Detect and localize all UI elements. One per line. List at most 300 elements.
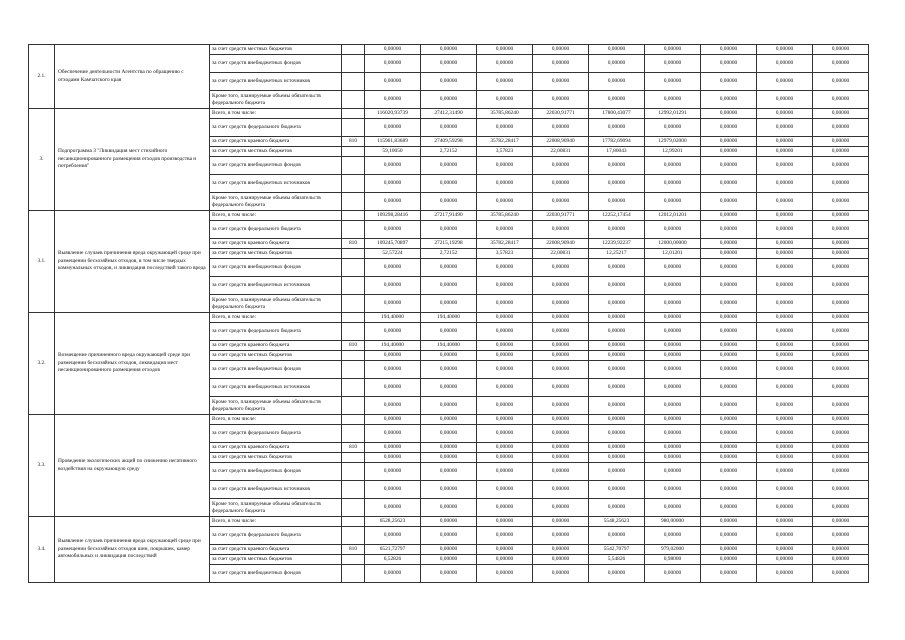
funding-source-label: за счет средств внебюджетных источников <box>210 379 342 397</box>
amount-cell: 0,00000 <box>813 351 869 361</box>
amount-cell: 0,00000 <box>477 481 533 499</box>
amount-cell: 0,00000 <box>813 137 869 147</box>
amount-cell: 0,00000 <box>533 323 589 341</box>
funding-source-label: Всего, в том числе: <box>210 517 342 527</box>
funding-source-label: за счет средств внебюджетных фондов <box>210 55 342 73</box>
funding-source-label: за счет средств федерального бюджета <box>210 119 342 137</box>
funding-source-label: за счет средств местных бюджетов <box>210 351 342 361</box>
amount-cell: 0,00000 <box>365 527 421 545</box>
amount-cell: 0,00000 <box>533 499 589 517</box>
amount-cell: 0,00000 <box>645 341 701 351</box>
admin-code <box>342 361 365 379</box>
amount-cell: 2,72152 <box>421 249 477 259</box>
amount-cell: 0,00000 <box>813 295 869 313</box>
amount-cell: 0,00000 <box>813 481 869 499</box>
amount-cell: 0,00000 <box>477 517 533 527</box>
amount-cell: 0,00000 <box>477 425 533 443</box>
amount-cell: 5542,70797 <box>589 545 645 555</box>
amount-cell: 0,00000 <box>645 443 701 453</box>
amount-cell: 0,00000 <box>701 481 757 499</box>
amount-cell: 0,00000 <box>813 517 869 527</box>
amount-cell: 0,00000 <box>701 323 757 341</box>
amount-cell: 0,00000 <box>421 379 477 397</box>
admin-code <box>342 193 365 211</box>
amount-cell: 0,00000 <box>757 259 813 277</box>
table-row <box>29 211 869 221</box>
admin-code <box>342 277 365 295</box>
amount-cell: 5,54826 <box>589 555 645 565</box>
amount-cell: 0,00000 <box>589 481 645 499</box>
amount-cell: 0,00000 <box>365 499 421 517</box>
amount-cell: 0,00000 <box>477 313 533 323</box>
admin-code <box>342 499 365 517</box>
amount-cell: 0,00000 <box>421 55 477 73</box>
item-number: 3.3. <box>29 415 55 517</box>
amount-cell: 0,00000 <box>757 175 813 193</box>
amount-cell: 0,00000 <box>813 415 869 425</box>
admin-code <box>342 463 365 481</box>
amount-cell: 22030,91771 <box>533 109 589 119</box>
amount-cell: 0,00000 <box>589 119 645 137</box>
amount-cell: 0,00000 <box>421 91 477 109</box>
amount-cell: 0,00000 <box>645 45 701 55</box>
funding-source-label: за счет средств внебюджетных источников <box>210 175 342 193</box>
amount-cell: 0,00000 <box>701 211 757 221</box>
amount-cell: 0,00000 <box>813 73 869 91</box>
amount-cell: 0,00000 <box>365 379 421 397</box>
amount-cell: 0,00000 <box>701 175 757 193</box>
amount-cell: 0,00000 <box>477 415 533 425</box>
amount-cell: 22008,90940 <box>533 239 589 249</box>
amount-cell: 0,00000 <box>813 499 869 517</box>
amount-cell: 0,00000 <box>757 545 813 555</box>
amount-cell: 0,00000 <box>813 249 869 259</box>
amount-cell: 0,00000 <box>757 157 813 175</box>
table-row <box>29 415 869 425</box>
amount-cell: 0,00000 <box>421 45 477 55</box>
item-name: Возмещение причиненного вреда окружающей среде при размещении бесхозяйных отходов, ликвидация мест несанкционированного размещения отходов <box>55 313 210 415</box>
amount-cell: 0,00000 <box>813 341 869 351</box>
amount-cell: 0,98000 <box>645 555 701 565</box>
amount-cell: 0,00000 <box>477 499 533 517</box>
amount-cell: 0,00000 <box>645 277 701 295</box>
funding-source-label: за счет средств внебюджетных источников <box>210 277 342 295</box>
amount-cell: 0,00000 <box>701 415 757 425</box>
amount-cell: 0,00000 <box>813 545 869 555</box>
amount-cell: 0,00000 <box>645 351 701 361</box>
amount-cell: 0,00000 <box>757 351 813 361</box>
amount-cell: 0,00000 <box>365 295 421 313</box>
admin-code <box>342 55 365 73</box>
amount-cell: 0,00000 <box>589 499 645 517</box>
amount-cell: 0,00000 <box>701 425 757 443</box>
amount-cell: 0,00000 <box>589 397 645 415</box>
amount-cell: 0,00000 <box>757 443 813 453</box>
amount-cell: 0,00000 <box>477 193 533 211</box>
amount-cell: 5548,25623 <box>589 517 645 527</box>
amount-cell: 12,99201 <box>645 147 701 157</box>
funding-source-label: за счет средств внебюджетных источников <box>210 481 342 499</box>
amount-cell: 0,00000 <box>589 55 645 73</box>
funding-source-label: за счет средств внебюджетных источников <box>210 73 342 91</box>
amount-cell: 0,00000 <box>757 137 813 147</box>
amount-cell: 0,00000 <box>645 55 701 73</box>
amount-cell: 0,00000 <box>701 499 757 517</box>
admin-code <box>342 379 365 397</box>
amount-cell: 35785,86240 <box>477 109 533 119</box>
amount-cell: 12252,17454 <box>589 211 645 221</box>
amount-cell: 0,00000 <box>813 45 869 55</box>
amount-cell: 0,00000 <box>365 415 421 425</box>
funding-source-label: за счет средств внебюджетных фондов <box>210 157 342 175</box>
admin-code <box>342 147 365 157</box>
amount-cell: 0,00000 <box>365 175 421 193</box>
amount-cell: 0,00000 <box>645 91 701 109</box>
amount-cell: 59,10050 <box>365 147 421 157</box>
amount-cell: 0,00000 <box>421 221 477 239</box>
admin-code <box>342 415 365 425</box>
amount-cell: 0,00000 <box>421 119 477 137</box>
amount-cell: 0,00000 <box>813 379 869 397</box>
admin-code <box>342 517 365 527</box>
table-row <box>29 45 869 55</box>
amount-cell: 0,00000 <box>645 295 701 313</box>
amount-cell: 0,00000 <box>365 119 421 137</box>
amount-cell: 0,00000 <box>421 545 477 555</box>
amount-cell: 0,00000 <box>365 397 421 415</box>
amount-cell: 0,00000 <box>757 55 813 73</box>
amount-cell: 0,00000 <box>533 481 589 499</box>
amount-cell: 0,00000 <box>645 379 701 397</box>
amount-cell: 0,00000 <box>757 313 813 323</box>
funding-source-label: Кроме того, планируемые объемы обязательств федерального бюджета <box>210 295 342 313</box>
funding-source-label: Кроме того, планируемые объемы обязательств федерального бюджета <box>210 193 342 211</box>
amount-cell: 0,00000 <box>757 193 813 211</box>
item-name: Обеспечение деятельности Агентства по обращению с отходами Камчатского края <box>55 45 210 109</box>
admin-code: 810 <box>342 239 365 249</box>
amount-cell: 0,00000 <box>757 45 813 55</box>
amount-cell: 0,00000 <box>421 157 477 175</box>
amount-cell: 0,00000 <box>533 425 589 443</box>
admin-code <box>342 425 365 443</box>
amount-cell: 0,00000 <box>589 313 645 323</box>
amount-cell: 0,00000 <box>533 527 589 545</box>
amount-cell: 0,00000 <box>701 443 757 453</box>
admin-code: 810 <box>342 137 365 147</box>
amount-cell: 27217,91490 <box>421 211 477 221</box>
amount-cell: 0,00000 <box>701 239 757 249</box>
amount-cell: 0,00000 <box>701 527 757 545</box>
amount-cell: 0,00000 <box>421 517 477 527</box>
amount-cell: 0,00000 <box>477 565 533 583</box>
amount-cell: 0,00000 <box>645 175 701 193</box>
amount-cell: 0,00000 <box>701 397 757 415</box>
amount-cell: 0,00000 <box>533 379 589 397</box>
amount-cell: 0,00000 <box>701 379 757 397</box>
amount-cell: 12012,01201 <box>645 211 701 221</box>
amount-cell: 0,00000 <box>701 221 757 239</box>
admin-code <box>342 73 365 91</box>
admin-code: 810 <box>342 443 365 453</box>
amount-cell: 0,00000 <box>701 119 757 137</box>
admin-code <box>342 109 365 119</box>
amount-cell: 27412,31490 <box>421 109 477 119</box>
amount-cell: 0,00000 <box>533 45 589 55</box>
amount-cell: 0,00000 <box>365 221 421 239</box>
amount-cell: 0,00000 <box>645 361 701 379</box>
amount-cell: 22,00831 <box>533 249 589 259</box>
amount-cell: 0,00000 <box>757 481 813 499</box>
amount-cell: 0,00000 <box>421 425 477 443</box>
amount-cell: 0,00000 <box>533 277 589 295</box>
amount-cell: 0,00000 <box>645 565 701 583</box>
amount-cell: 0,00000 <box>645 415 701 425</box>
item-number: 3.1. <box>29 211 55 313</box>
amount-cell: 0,00000 <box>589 175 645 193</box>
funding-source-label: Всего, в том числе: <box>210 211 342 221</box>
amount-cell: 0,00000 <box>757 239 813 249</box>
amount-cell: 0,00000 <box>477 323 533 341</box>
amount-cell: 0,00000 <box>757 499 813 517</box>
amount-cell: 0,00000 <box>365 361 421 379</box>
amount-cell: 0,00000 <box>701 193 757 211</box>
amount-cell: 0,00000 <box>701 157 757 175</box>
amount-cell: 0,00000 <box>701 73 757 91</box>
amount-cell: 0,00000 <box>477 55 533 73</box>
amount-cell: 0,00000 <box>477 555 533 565</box>
amount-cell: 22008,90940 <box>533 137 589 147</box>
amount-cell: 0,00000 <box>813 157 869 175</box>
amount-cell: 0,00000 <box>701 109 757 119</box>
amount-cell: 0,00000 <box>589 453 645 463</box>
amount-cell: 0,00000 <box>701 351 757 361</box>
amount-cell: 0,00000 <box>701 137 757 147</box>
amount-cell: 0,00000 <box>645 499 701 517</box>
amount-cell: 194,40000 <box>365 341 421 351</box>
amount-cell: 0,00000 <box>757 555 813 565</box>
funding-source-label: за счет средств внебюджетных фондов <box>210 565 342 583</box>
admin-code <box>342 221 365 239</box>
amount-cell: 0,00000 <box>757 91 813 109</box>
admin-code <box>342 259 365 277</box>
amount-cell: 0,00000 <box>365 45 421 55</box>
amount-cell: 0,00000 <box>421 555 477 565</box>
amount-cell: 52,57224 <box>365 249 421 259</box>
amount-cell: 0,00000 <box>533 351 589 361</box>
amount-cell: 0,00000 <box>645 323 701 341</box>
amount-cell: 0,00000 <box>533 463 589 481</box>
item-name: Проведение экологических акций по снижению негативного воздействия на окружающую среду <box>55 415 210 517</box>
amount-cell: 0,00000 <box>757 249 813 259</box>
amount-cell: 0,00000 <box>589 157 645 175</box>
amount-cell: 0,00000 <box>645 193 701 211</box>
amount-cell: 0,00000 <box>813 239 869 249</box>
funding-source-label: за счет средств местных бюджетов <box>210 147 342 157</box>
funding-source-label: за счет средств краевого бюджета <box>210 443 342 453</box>
amount-cell: 6,52826 <box>365 555 421 565</box>
amount-cell: 0,00000 <box>365 55 421 73</box>
amount-cell: 0,00000 <box>757 463 813 481</box>
amount-cell: 0,00000 <box>477 221 533 239</box>
amount-cell: 0,00000 <box>477 157 533 175</box>
amount-cell: 27409,59298 <box>421 137 477 147</box>
amount-cell: 0,00000 <box>813 565 869 583</box>
amount-cell: 0,00000 <box>421 193 477 211</box>
amount-cell: 0,00000 <box>421 415 477 425</box>
amount-cell: 0,00000 <box>421 527 477 545</box>
funding-source-label: Всего, в том числе: <box>210 109 342 119</box>
amount-cell: 0,00000 <box>533 313 589 323</box>
amount-cell: 0,00000 <box>701 361 757 379</box>
amount-cell: 0,00000 <box>589 341 645 351</box>
amount-cell: 0,00000 <box>477 91 533 109</box>
admin-code <box>342 313 365 323</box>
admin-code: 810 <box>342 545 365 555</box>
amount-cell: 0,00000 <box>589 221 645 239</box>
funding-source-label: за счет средств местных бюджетов <box>210 453 342 463</box>
amount-cell: 0,00000 <box>701 545 757 555</box>
amount-cell: 0,00000 <box>477 351 533 361</box>
amount-cell: 0,00000 <box>813 55 869 73</box>
amount-cell: 0,00000 <box>645 425 701 443</box>
amount-cell: 0,00000 <box>533 397 589 415</box>
amount-cell: 0,00000 <box>421 499 477 517</box>
funding-source-label: Всего, в том числе: <box>210 415 342 425</box>
amount-cell: 12979,02000 <box>645 137 701 147</box>
amount-cell: 0,00000 <box>645 313 701 323</box>
amount-cell: 0,00000 <box>589 45 645 55</box>
amount-cell: 0,00000 <box>757 527 813 545</box>
amount-cell: 0,00000 <box>701 517 757 527</box>
admin-code <box>342 555 365 565</box>
item-number: 3.2. <box>29 313 55 415</box>
amount-cell: 0,00000 <box>365 73 421 91</box>
amount-cell: 0,00000 <box>757 119 813 137</box>
amount-cell: 0,00000 <box>813 259 869 277</box>
amount-cell: 0,00000 <box>701 249 757 259</box>
table-row <box>29 109 869 119</box>
table-row <box>29 517 869 527</box>
admin-code <box>342 481 365 499</box>
amount-cell: 0,00000 <box>701 45 757 55</box>
amount-cell: 0,00000 <box>589 295 645 313</box>
amount-cell: 35785,86240 <box>477 211 533 221</box>
funding-source-label: за счет средств местных бюджетов <box>210 555 342 565</box>
amount-cell: 0,00000 <box>477 545 533 555</box>
amount-cell: 0,00000 <box>813 361 869 379</box>
admin-code <box>342 175 365 193</box>
amount-cell: 0,00000 <box>757 565 813 583</box>
item-name: Выявление случаев причинения вреда окружающей среде при размещении бесхозяйных отходов, в том числе твердых коммунальных отходов, и ликвидация последствий такого вреда <box>55 211 210 313</box>
amount-cell: 0,00000 <box>813 147 869 157</box>
amount-cell: 0,00000 <box>421 443 477 453</box>
amount-cell: 0,00000 <box>421 259 477 277</box>
amount-cell: 194,40000 <box>421 313 477 323</box>
admin-code <box>342 119 365 137</box>
funding-source-label: за счет средств местных бюджетов <box>210 249 342 259</box>
amount-cell: 0,00000 <box>477 463 533 481</box>
amount-cell: 0,00000 <box>589 361 645 379</box>
admin-code <box>342 157 365 175</box>
amount-cell: 0,00000 <box>533 175 589 193</box>
amount-cell: 0,00000 <box>477 453 533 463</box>
amount-cell: 0,00000 <box>533 295 589 313</box>
amount-cell: 0,00000 <box>365 193 421 211</box>
amount-cell: 0,00000 <box>813 277 869 295</box>
amount-cell: 0,00000 <box>813 175 869 193</box>
amount-cell: 0,00000 <box>365 157 421 175</box>
amount-cell: 0,00000 <box>421 175 477 193</box>
amount-cell: 0,00000 <box>533 341 589 351</box>
amount-cell: 0,00000 <box>589 443 645 453</box>
amount-cell: 980,00000 <box>645 517 701 527</box>
amount-cell: 0,00000 <box>813 527 869 545</box>
amount-cell: 0,00000 <box>477 277 533 295</box>
amount-cell: 35782,28417 <box>477 137 533 147</box>
amount-cell: 0,00000 <box>589 425 645 443</box>
amount-cell: 0,00000 <box>645 221 701 239</box>
amount-cell: 0,00000 <box>421 351 477 361</box>
amount-cell: 2,72152 <box>421 147 477 157</box>
amount-cell: 0,00000 <box>477 295 533 313</box>
item-name: Подпрограмма 3 "Ликвидация мест стихийного несанкционированного размещения отходов производства и потребления" <box>55 109 210 211</box>
amount-cell: 0,00000 <box>589 415 645 425</box>
amount-cell: 0,00000 <box>477 259 533 277</box>
amount-cell: 0,00000 <box>813 313 869 323</box>
admin-code <box>342 91 365 109</box>
amount-cell: 0,00000 <box>757 341 813 351</box>
item-number: 3.4. <box>29 517 55 583</box>
amount-cell: 17,80043 <box>589 147 645 157</box>
amount-cell: 0,00000 <box>589 323 645 341</box>
amount-cell: 0,00000 <box>421 295 477 313</box>
amount-cell: 0,00000 <box>365 259 421 277</box>
amount-cell: 6528,25623 <box>365 517 421 527</box>
amount-cell: 12000,00000 <box>645 239 701 249</box>
amount-cell: 0,00000 <box>813 109 869 119</box>
amount-cell: 0,00000 <box>645 453 701 463</box>
amount-cell: 0,00000 <box>589 527 645 545</box>
admin-code <box>342 397 365 415</box>
amount-cell: 0,00000 <box>757 323 813 341</box>
amount-cell: 0,00000 <box>813 425 869 443</box>
funding-source-label: Всего, в том числе: <box>210 313 342 323</box>
funding-source-label: за счет средств краевого бюджета <box>210 137 342 147</box>
amount-cell: 0,00000 <box>757 211 813 221</box>
amount-cell: 0,00000 <box>813 443 869 453</box>
amount-cell: 0,00000 <box>701 313 757 323</box>
amount-cell: 0,00000 <box>813 555 869 565</box>
amount-cell: 0,00000 <box>477 73 533 91</box>
amount-cell: 0,00000 <box>533 55 589 73</box>
amount-cell: 6521,72797 <box>365 545 421 555</box>
amount-cell: 0,00000 <box>533 555 589 565</box>
admin-code: 810 <box>342 341 365 351</box>
amount-cell: 0,00000 <box>813 323 869 341</box>
amount-cell: 0,00000 <box>365 323 421 341</box>
amount-cell: 0,00000 <box>757 415 813 425</box>
amount-cell: 0,00000 <box>533 221 589 239</box>
admin-code <box>342 453 365 463</box>
admin-code <box>342 527 365 545</box>
budget-table <box>28 44 869 583</box>
amount-cell: 0,00000 <box>533 259 589 277</box>
amount-cell: 0,00000 <box>757 147 813 157</box>
amount-cell: 22,00831 <box>533 147 589 157</box>
amount-cell: 115961,83689 <box>365 137 421 147</box>
amount-cell: 0,00000 <box>813 397 869 415</box>
amount-cell: 979,02000 <box>645 545 701 555</box>
